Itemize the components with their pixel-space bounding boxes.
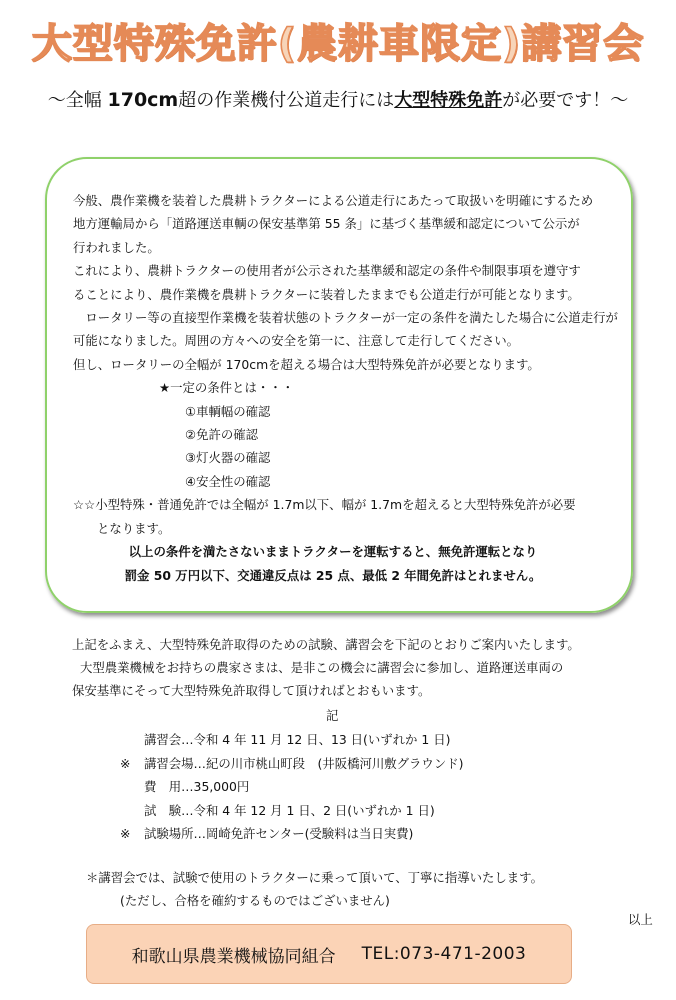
notice-line: 但し、ロータリーの全幅が 170cmを超える場合は大型特殊免許が必要となります。 (73, 356, 540, 372)
organization-name: 和歌山県農業機械協同組合 (131, 946, 336, 967)
notice-line: 今般、農作業機を装着した農耕トラクターによる公道走行にあたって取扱いを明確にするため (73, 193, 594, 208)
condition-item: ①車輌幅の確認 (185, 403, 271, 419)
detail-text: 費 用…35,000円 (144, 779, 250, 794)
notice-line: ることにより、農作業機を農耕トラクターに装着したままでも公道走行が可能となります。 (73, 286, 580, 302)
condition-item: ④安全性の確認 (185, 473, 271, 489)
notice-line: これにより、農耕トラクターの使用者が公示された基準緩和認定の条件や制限事項を遵守す (73, 263, 581, 279)
notice-box (45, 157, 633, 613)
detail-mark: ※ (120, 826, 131, 841)
notice-line: 可能になりました。周囲の方々への安全を第一に、注意して走行してください。 (73, 333, 520, 349)
closing-mark: 以上 (628, 912, 653, 927)
subtitle-post: が必要です！～ (502, 90, 629, 111)
subtitle-license: 大型特殊免許 (394, 90, 503, 111)
notice-line: 行われました。 (73, 239, 160, 255)
notice-line: ロータリー等の直接型作業機を装着状態のトラクターが一定の条件を満たした場合に公道走行が (73, 310, 618, 326)
subtitle-mid: 超の作業機付公道走行には (178, 90, 395, 111)
intro-text (72, 633, 580, 702)
note-line: (ただし、合格を確約するものではございません) (120, 893, 390, 908)
small-license-note-cont: となります。 (97, 520, 171, 536)
detail-text: 講習会…令和 4 年 11 月 12 日、13 日(いずれか 1 日) (144, 732, 451, 747)
warning-line: 以上の条件を満たさないままトラクターを運転すると、無免許運転となり (128, 544, 538, 560)
detail-row (120, 799, 463, 823)
detail-text: 講習会場…紀の川市桃山町段 (井阪橋河川敷グラウンド) (144, 755, 464, 771)
detail-text: 試 験…令和 4 年 12 月 1 日、2 日(いずれか 1 日) (144, 802, 435, 818)
ki-label: 記 (326, 708, 339, 723)
detail-row (120, 728, 463, 752)
phone-number: TEL:073-471-2003 (361, 944, 527, 964)
intro-line: 上記をふまえ、大型特殊免許取得のための試験、講習会を下記のとおりご案内いたします。 (72, 637, 580, 652)
subtitle-width: 170cm (107, 89, 179, 111)
condition-item: ②免許の確認 (185, 427, 259, 443)
detail-row (120, 822, 463, 846)
intro-line: 保安基準にそって大型特殊免許取得して頂ければとおもいます。 (72, 683, 431, 698)
note-line: ＊講習会では、試験で使用のトラクターに乗って頂いて、丁寧に指導いたします。 (86, 870, 543, 885)
detail-row (120, 752, 463, 776)
notice-line: 地方運輸局から「道路運送車輌の保安基準第 55 条」に基づく基準緩和認定について公示が (73, 216, 580, 232)
conditions-heading: ★一定の条件とは・・・ (159, 380, 295, 396)
footer-contact (86, 924, 572, 984)
notes (86, 866, 543, 912)
small-license-note: ☆☆小型特殊・普通免許では全幅が 1.7m以下、幅が 1.7mを超えると大型特殊免許が必要 (73, 497, 576, 513)
detail-text: 試験場所…岡崎免許センター(受験料は当日実費) (144, 826, 414, 841)
warning-line: 罰金 50 万円以下、交通違反点は 25 点、最低 2 年間免許はとれません。 (124, 567, 542, 583)
condition-item: ③灯火器の確認 (185, 450, 271, 466)
page-title: 大型特殊免許(農耕車限定)講習会 (31, 21, 645, 67)
intro-line: 大型農業機械をお持ちの農家さまは、是非この機会に講習会に参加し、道路運送車両の (80, 660, 564, 675)
page-subtitle (0, 86, 676, 112)
detail-row (120, 775, 463, 799)
event-details (120, 728, 463, 846)
detail-mark: ※ (120, 755, 131, 771)
subtitle-pre: ～全幅 (47, 90, 108, 111)
